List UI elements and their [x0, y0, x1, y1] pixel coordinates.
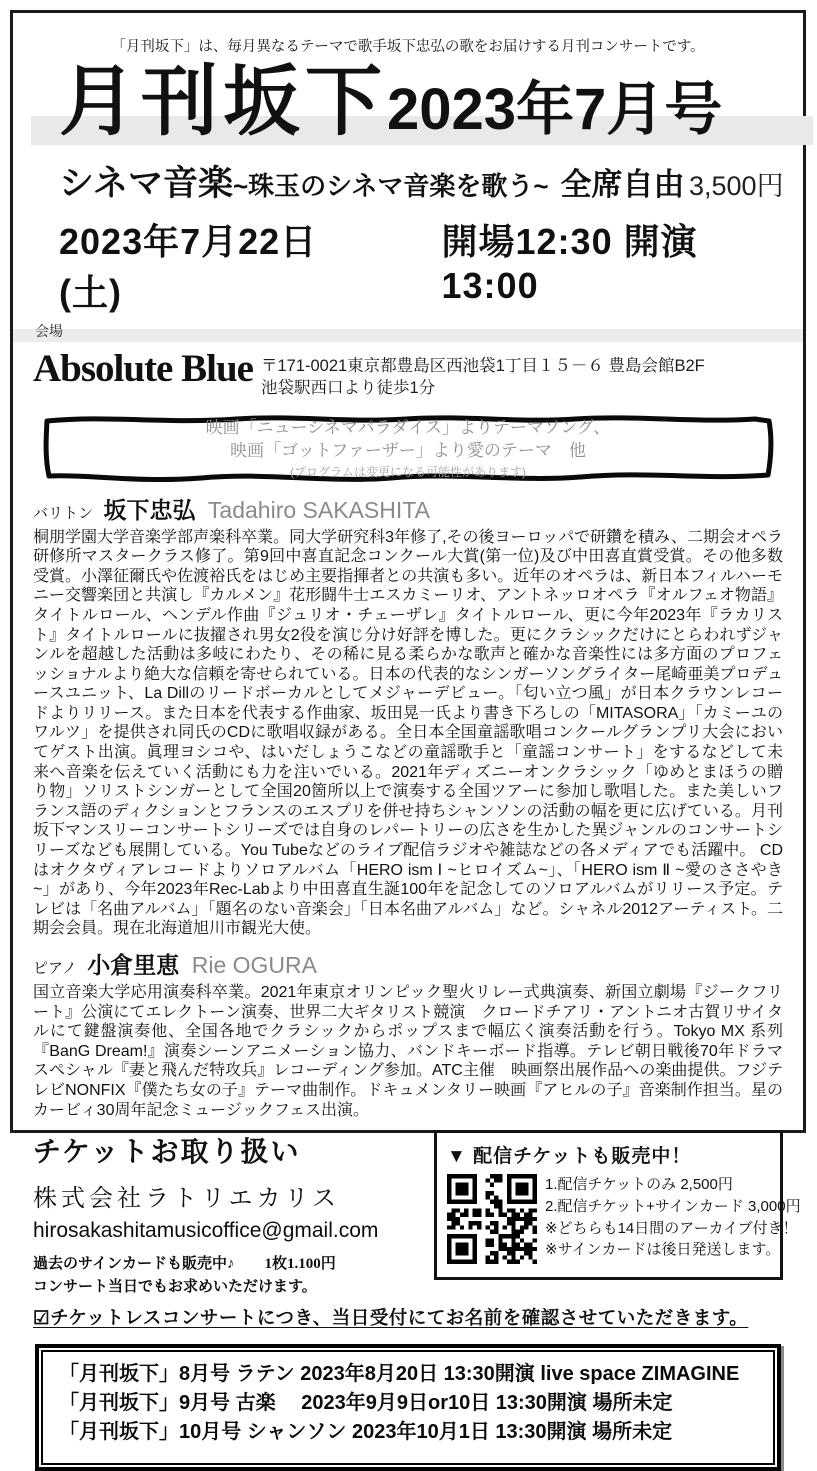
ticket-section	[33, 1128, 801, 1298]
baritone-role-label: バリトン	[33, 504, 94, 522]
ticket-info-column	[33, 1128, 434, 1298]
pianist-bio: 国立音楽大学応用演奏科卒業。2021年東京オリンピック聖火リレー式典演奏、新国立劇場『ジークフリート』公演にてエレクトーン演奏、世界二大ギタリスト競演 クロードチアリ・アントニオ古賀リサイタルにて鍵盤演奏他、全国各地でクラシックからポップスまで幅広く演奏活動を行う。Tokyo MX 系列『BanG Dream!』演奏シーンアニメーション協力、バンドキーボード指導。テレビ朝日戦後70年ドラマスペシャル『妻と飛んだ特攻兵』レコーディング参加。ATC主催 映画祭出展作品への楽曲提供。フジテレビNONFIX『僕たち女の子』テーマ曲制作。ドキュメンタリー映画『アヒルの子』音楽制作担当。星のカービィ30周年記念ミュージックフェス出演。	[33, 984, 783, 1119]
program-box	[37, 412, 779, 484]
baritone-name: 坂下忠弘	[103, 496, 196, 523]
pianist-heading	[33, 947, 783, 980]
flyer-border-frame	[10, 10, 806, 1444]
streaming-ticket-box	[434, 1130, 801, 1280]
theme-title: シネマ音楽	[59, 164, 233, 203]
venue-header-band	[13, 329, 803, 342]
pianist-role-label: ピアノ	[33, 960, 77, 977]
signcard-line-2: コンサート当日でもお求めいただけます。	[33, 1278, 317, 1295]
program-line-2: 映画「ゴットファーザー」より愛のテーマ 他	[230, 440, 586, 460]
venue-label: 会場	[35, 323, 63, 339]
pianist-name-romaji: Rie OGURA	[191, 952, 317, 978]
ticket-company: 株式会社ラトリエカリス	[33, 1186, 341, 1213]
ticketless-notice: ☑チケットレスコンサートにつき、当日受付にてお名前を確認させていただきます。	[33, 1309, 749, 1330]
streaming-note-2: ※サインカードは後日発送します。	[545, 1241, 781, 1259]
venue-block	[33, 347, 783, 400]
seating-label: 全席自由	[560, 167, 685, 202]
venue-section-header	[33, 321, 783, 342]
streaming-options	[545, 1174, 801, 1261]
streaming-option-2: 2.配信チケット+サインカード 3,000円	[545, 1197, 801, 1215]
theme-subtitle: ~珠玉のシネマ音楽を歌う~	[232, 171, 549, 201]
upcoming-concerts-inner	[41, 1350, 775, 1465]
qr-code	[447, 1174, 537, 1269]
venue-name: Absolute Blue	[33, 347, 253, 390]
venue-address-line: 〒171-0021東京都豊島区西池袋1丁目１５－６ 豊島会館B2F	[260, 357, 705, 375]
streaming-heading: ▼ 配信チケットも販売中！	[447, 1146, 692, 1168]
pianist-name: 小倉里恵	[87, 952, 180, 978]
upcoming-item-october: 「月刊坂下」10月号 シャンソン 2023年10月1日 13:30開演 場所未定	[59, 1421, 673, 1444]
price-label: 3,500円	[689, 171, 784, 201]
ticket-heading: チケットお取り扱い	[33, 1137, 301, 1169]
page-title: 月刊坂下	[59, 59, 387, 145]
ticket-email: hirosakashitamusicoffice@gmail.com	[33, 1219, 379, 1243]
venue-access-line: 池袋駅西口より徒歩1分	[260, 379, 436, 398]
baritone-name-romaji: Tadahiro SAKASHITA	[207, 496, 430, 523]
upcoming-item-september: 「月刊坂下」9月号 古楽 2023年9月9日or10日 13:30開演 場所未定	[59, 1392, 673, 1415]
signcard-note	[33, 1253, 434, 1298]
signcard-line-1: 過去のサインカードも販売中♪ 1枚1.100円	[33, 1256, 336, 1273]
baritone-bio: 桐朋学園大学音楽学部声楽科卒業。同大学研究科3年修了,その後ヨーロッパで研鑽を積み、二期会オペラ研修所マスタークラス修了。第9回中喜直記念コンクール大賞(第一位)及び中田喜直賞受賞。その他多数受賞。小澤征爾氏や佐渡裕氏をはじめ主要指揮者との共演も多い。近年のオペラは、新日本フィルハーモニー交響楽団と共演し『カルメン』花形闘牛士エスカミーリオ、アントネッロオペラ『オルフェオ物語』タイトルロール、ヘンデル作曲『ジュリオ・チェーザレ』タイトルロール、更に今年2023年『ラカリスト』タイトルロールに抜擢され男女2役を演じ分け好評を博した。更にクラシックだけにとらわれずジャンルを超越した活動は多岐にわたり、その稀に見る柔らかな歌声と確かな音楽性には多方面のプロフェッショナルより絶大な信頼を寄せられている。日本の代表的なシンガーソングライター尾崎亜美プロデュースユニット、La Dillのリードボーカルとしてメジャーデビュー。「匂い立つ風」が日本クラウンレコードよりリリース。また日本を代表する作曲家、坂田晃一氏より書き下ろしの「MITASORA」「カミーユのワルツ」を提供され同氏のCDに歌唱収録がある。全日本全国童謡歌唱コンクールグランプリ大会においてゲスト出演。眞理ヨシコや、はいだしょうこなどの童謡歌手と「童謡コンサート」をするなどして未来へ音楽を伝えていく活動にも力を注いでいる。2021年ディズニーオンクラシック「ゆめとまほうの贈り物」ソリストシンガーとして全国20箇所以上で演奏する全国ツアーに参加し歌唱した。また美しいフランス語のディクションとフランスのエスプリを併せ持ちシャンソンの活動の幅を更に広げている。月刊坂下マンスリーコンサートシリーズでは自身のレパートリーの広さを生かした異ジャンルのコンサートシリーズなども展開している。You Tubeなどのライブ配信ラジオや雑誌などの各メディアでも活躍中。 CDはオクタヴィアレコードよりソロアルバム「HERO ism Ⅰ ~ヒロイズム~」、「HERO ism Ⅱ ~愛のささやき~」があり、今年2023年Rec-Labより中田喜直生誕100年を記念してのソロアルバムがリリース予定。テレビは「名曲アルバム」「題名のない音楽会」「日本名曲アルバム」など。シャネル2012アーティスト。二期会会員。現在北海道旭川市観光大使。	[33, 528, 783, 938]
upcoming-concerts-box	[35, 1344, 781, 1471]
date-line	[59, 214, 783, 316]
title-block	[59, 59, 783, 146]
streaming-note-1: ※どちらも14日間のアーカイブ付き！	[545, 1219, 798, 1237]
upcoming-item-august: 「月刊坂下」8月号 ラテン 2023年8月20日 13:30開演 live space ZIMAGINE	[59, 1363, 740, 1386]
doors-and-start-times: 開場12:30 開演13:00	[441, 221, 698, 306]
program-note: (プログラムは変更になる可能性があります)	[290, 465, 526, 480]
streaming-option-1: 1.配信チケットのみ 2,500円	[545, 1176, 733, 1194]
venue-address	[261, 350, 705, 400]
program-line-1: 映画「ニューシネマパラダイス」よりテーマソング、	[205, 417, 611, 437]
tagline: 「月刊坂下」は、毎月異なるテーマで歌手坂下忠弘の歌をお届けする月刊コンサートです。	[111, 39, 705, 55]
issue-label: 2023年7月号	[387, 77, 723, 142]
flyer-content	[13, 13, 803, 1444]
theme-line	[59, 156, 783, 206]
concert-date: 2023年7月22日(土)	[59, 221, 318, 313]
baritone-heading	[33, 492, 783, 525]
